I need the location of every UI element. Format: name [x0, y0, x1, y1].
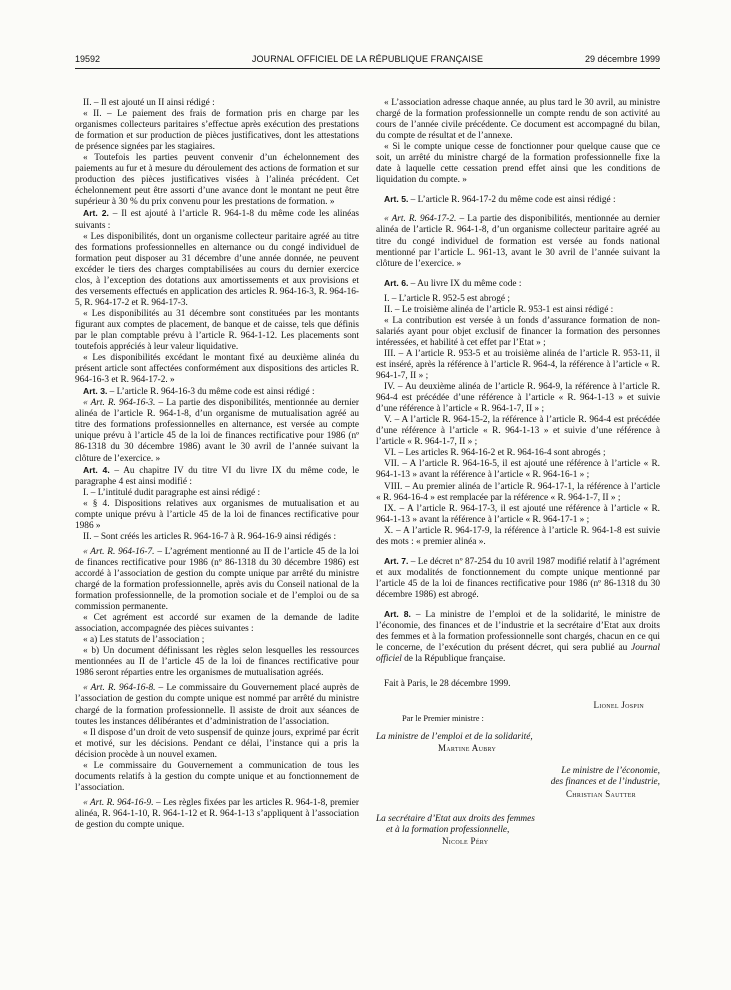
- paragraph-text: – La partie des disponibilités, mentionnée au dernier alinéa de l’article R. 964-1-8, d’un organisme de mutualisation agréé au titre des formations professionnelles en alternance, est versée au compte unique prévu à l’article 45 de la loi de finances rectificative pour 1986 (nº 86-1318 du 30 décembre 1986) avant le 30 avril de l’année suivant la clôture de l’exercice. »: [75, 398, 359, 464]
- minister-1: [376, 732, 660, 743]
- minister-1-title: La ministre de l’emploi et de la solidarité,: [376, 732, 533, 743]
- fait-line: Fait à Paris, le 28 décembre 1999.: [384, 679, 511, 690]
- article-2: [75, 208, 359, 231]
- minister-2-title2: [376, 777, 660, 788]
- minister-1-name: Martine Aubry: [438, 743, 497, 754]
- article-ref: « Art. R. 964-16-7.: [83, 546, 155, 557]
- minister-3-title-line2: et à la formation professionnelle,: [386, 824, 510, 835]
- header-rule: [75, 68, 660, 69]
- paragraph: « a) Les statuts de l’association ;: [83, 635, 205, 646]
- article-5: [376, 194, 660, 206]
- paragraph: II. – Il est ajouté un II ainsi rédigé :: [83, 98, 215, 108]
- journal-title: JOURNAL OFFICIEL DE LA RÉPUBLIQUE FRANÇAISE: [251, 54, 484, 64]
- page-header: [75, 54, 660, 66]
- paragraph-text: – L’agrément mentionné au II de l’article 45 de la loi de finances rectificative pour 1986 (nº 86-1318 du 30 décembre 1986) est accordé à l’association de gestion du compte unique par arrêté du ministre chargé de la formation professionnelle, après avis du Conseil national de la formation professionnelle, de la promotion sociale et de l’emploi ou de sa commission permanente.: [75, 546, 359, 613]
- article-label: Art. 3.: [83, 386, 108, 397]
- paragraph: « Il dispose d’un droit de veto suspensif de quinze jours, exprimé par écrit et motivé, sur les décisions. Pendant ce délai, l’instance qui a pris la décision procède à un nouvel examen.: [75, 727, 359, 760]
- article-7: [376, 556, 660, 601]
- paragraph: IX. – A l’article R. 964-17-3, il est ajouté une référence à l’article « R. 964-1-13 » avant la référence à l’article « R. 964-17-1 » ;: [376, 503, 660, 525]
- paragraph: « Les disponibilités, dont un organisme collecteur paritaire agréé au titre des formations professionnelles en alternance ou du congé individuel de formation peut disposer au 31 décembre d’une année donnée, ne peuvent excéder le tiers des charges comptabilisées au cours du dernier exercice clos, à l’exception des dotations aux amortissements et aux provisions et des versements effectués en application des articles R. 964-16-3, R. 964-16-5, R. 964-17-2 et R. 964-17-3.: [75, 231, 359, 308]
- minister-3-title-line1: La secrétaire d’Etat aux droits des femmes: [376, 813, 535, 824]
- article-text: – La ministre de l’emploi et de la solidarité, le ministre de l’économie, des finances et de l’industrie et la secrétaire d’Etat aux droits des femmes et à la formation professionnelle sont chargés, chacun en ce qui le concerne, de l’exécution du présent décret, qui sera publié au: [376, 609, 661, 654]
- paragraph: IV. – Au deuxième alinéa de l’article R. 964-9, la référence à l’article R. 964-4 est précédée d’une référence à l’article « R. 964-1-13 » et suivie d’une référence à l’article « R. 964-1-7, II » ;: [376, 382, 660, 415]
- par-le-premier-ministre: Par le Premier ministre :: [402, 714, 484, 724]
- article-ref: « Art. R. 964-17-2.: [384, 214, 457, 225]
- minister-2-title: [376, 766, 660, 777]
- article-6: [376, 278, 660, 290]
- article-text: – Au livre IX du même code :: [408, 278, 522, 289]
- article-label: Art. 4.: [83, 464, 110, 475]
- paragraph: V. – A l’article R. 964-15-2, la référence à l’article R. 964-4 est précédée d’une référence à l’article « R. 964-1-13 » et suivie d’une référence à l’article « R. 964-1-7, II » ;: [376, 415, 660, 448]
- minister-2-title-line1: Le ministre de l’économie,: [561, 766, 660, 777]
- paragraph: I. – L’article R. 952-5 est abrogé ;: [384, 293, 510, 304]
- article-3: [75, 386, 359, 398]
- left-column: [75, 98, 359, 831]
- paragraph: « Si le compte unique cesse de fonctionner pour quelque cause que ce soit, un arrêté du ministre chargé de la formation professionnelle fixe la date à laquelle cette cessation prend effet ainsi que les conditions de liquidation du compte. »: [376, 142, 660, 186]
- paragraph: « Toutefois les parties peuvent convenir d’un échelonnement des paiements au fur et à mesure du déroulement des actions de formation et sur production des pièces justificatives visées à l’alinéa précédent. Cet échelonnement peut être assorti d’une avance dont le montant ne peut être supérieur à 30 % du prix convenu pour les prestations de formation. »: [75, 153, 359, 208]
- journal-ref: Journal officiel: [376, 643, 660, 665]
- article-4: [75, 465, 359, 488]
- article-ref: « Art. R. 964-16-3.: [83, 398, 156, 409]
- paragraph: « b) Un document définissant les règles selon lesquelles les ressources mentionnées au II de l’article 45 de la loi de finances rectificative pour 1986 seront réparties entre les organismes de mutualisation agréés.: [75, 646, 359, 679]
- paragraph: [75, 398, 359, 464]
- article-label: Art. 6.: [384, 277, 409, 288]
- paragraph: [376, 214, 660, 269]
- paragraph: VII. – A l’article R. 964-16-5, il est ajouté une référence à l’article « R. 964-1-13 » avant la référence à l’article « R. 964-16-1 » ;: [376, 459, 660, 481]
- paragraph: III. – A l’article R. 953-5 et au troisième alinéa de l’article R. 953-11, il est inséré, après la référence à l’article R. 964-4, la référence à l’article « R. 964-1-7, II » ;: [376, 348, 660, 382]
- paragraph: II. – Le troisième alinéa de l’article R. 953-1 est ainsi rédigé :: [384, 304, 614, 315]
- issue-date: 29 décembre 1999: [584, 54, 660, 64]
- article-text: – Le décret nº 87-254 du 10 avril 1987 modifié relatif à l’agrément et aux modalités de fonctionnement du compte unique mentionné par l’article 45 de la loi de finances rectificative pour 1986 (nº 86-1318 du 30 décembre 1986) est abrogé.: [376, 556, 660, 600]
- minister-3-title: [376, 814, 660, 825]
- paragraph: II. – Sont créés les articles R. 964-16-7 à R. 964-16-9 ainsi rédigés :: [83, 531, 337, 542]
- article-ref: « Art. R. 964-16-9.: [83, 797, 154, 808]
- paragraph-text: – Le commissaire du Gouvernement placé auprès de l’association de gestion du compte unique est nommé par arrêté du ministre chargé de la formation professionnelle. Il assiste de droit aux séances de toutes les instances délibérantes et d’administration de l’association.: [75, 683, 359, 727]
- paragraph: « La contribution est versée à un fonds d’assurance formation de non-salariés ayant pour objet exclusif de financer la formation des personnes intéressées, et habilité à cet effet par l’Etat » ;: [376, 315, 660, 348]
- paragraph: « Cet agrément est accordé sur examen de la demande de ladite association, accompagnée des pièces suivantes :: [75, 613, 359, 635]
- paragraph-text: – La partie des disponibilités, mentionnée au dernier alinéa de l’article R. 964-1-8, d’un organisme collecteur paritaire agréé au titre du congé individuel de formation est versée au fonds national mentionné par l’article L. 961-13, avant le 30 avril de l’année suivant la clôture de l’exercice. »: [376, 214, 660, 269]
- minister-2-name: Christian Sautter: [565, 788, 636, 799]
- minister-3-name: Nicole Péry: [442, 835, 489, 846]
- minister-3-title2: [376, 825, 660, 836]
- paragraph-text: – Les règles fixées par les articles R. 964-1-8, premier alinéa, R. 964-1-10, R. 964-1-12 et R. 964-1-13 s’appliquent à l’association de gestion du compte unique.: [75, 797, 359, 830]
- article-text: – L’article R. 964-16-3 du même code est ainsi rédigé :: [107, 387, 315, 398]
- paragraph: X. – A l’article R. 964-17-9, la référence à l’article R. 964-1-8 est suivie des mots : « premier alinéa ».: [376, 525, 660, 547]
- article-text: – Au chapitre IV du titre VI du livre IX du même code, le paragraphe 4 est ainsi modifié :: [75, 465, 359, 487]
- signatory-name: Lionel Jospin: [593, 700, 644, 711]
- article-8: [376, 609, 660, 665]
- article-text-end: de la République française.: [401, 654, 506, 665]
- paragraph: « Le commissaire du Gouvernement a communication de tous les documents relatifs à la gestion du compte unique et au fonctionnement de l’association.: [75, 760, 359, 793]
- article-label: Art. 7.: [384, 555, 409, 566]
- article-text: – L’article R. 964-17-2 du même code est ainsi rédigé :: [408, 195, 616, 206]
- paragraph: [75, 547, 359, 613]
- page-number: 19592: [75, 54, 101, 64]
- article-text: – Il est ajouté à l’article R. 964-1-8 du même code les alinéas suivants :: [75, 209, 359, 231]
- paragraph: « II. – Le paiement des frais de formation pris en charge par les organismes collecteurs paritaires s’effectue après exécution des prestations de formation et sur production de pièces justificatives, dont les attestations de présence signées par les stagiaires.: [75, 109, 359, 153]
- paragraph: VI. – Les articles R. 964-16-2 et R. 964-16-4 sont abrogés ;: [384, 448, 606, 459]
- article-ref: « Art. R. 964-16-8.: [83, 683, 156, 694]
- paragraph: « Les disponibilités excédant le montant fixé au deuxième alinéa du présent article sont affectées conformément aux dispositions des articles R. 964-16-3 et R. 964-17-2. »: [75, 353, 359, 386]
- paragraph: I. – L’intitulé dudit paragraphe est ainsi rédigé :: [83, 487, 261, 498]
- paragraph: « Les disponibilités au 31 décembre sont constituées par les montants figurant aux comptes de placement, de banque et de caisse, tels que définis par le plan comptable prévu à l’article R. 964-1-12. Les placements sont toutefois appréciés à leur valeur liquidative.: [75, 308, 359, 353]
- minister-2-title-line2: des finances et de l’industrie,: [550, 777, 660, 788]
- article-label: Art. 8.: [384, 608, 411, 619]
- paragraph: VIII. – Au premier alinéa de l’article R. 964-17-1, la référence à l’article « R. 964-16-4 » est remplacée par la référence « R. 964-1-7, II » ;: [376, 481, 660, 503]
- paragraph: [75, 798, 359, 831]
- paragraph: « L’association adresse chaque année, au plus tard le 30 avril, au ministre chargé de la formation professionnelle un compte rendu de son activité au cours de l’année civile précédente. Ce document est accompagné du bilan, du compte de résultat et de l’annexe.: [376, 98, 660, 142]
- paragraph: « § 4. Dispositions relatives aux organismes de mutualisation et au compte unique prévu à l’article 45 de la loi de finances rectificative pour 1986 »: [75, 498, 359, 531]
- article-label: Art. 2.: [83, 208, 109, 219]
- paragraph: [75, 683, 359, 727]
- right-column: [376, 98, 660, 847]
- article-label: Art. 5.: [384, 194, 409, 205]
